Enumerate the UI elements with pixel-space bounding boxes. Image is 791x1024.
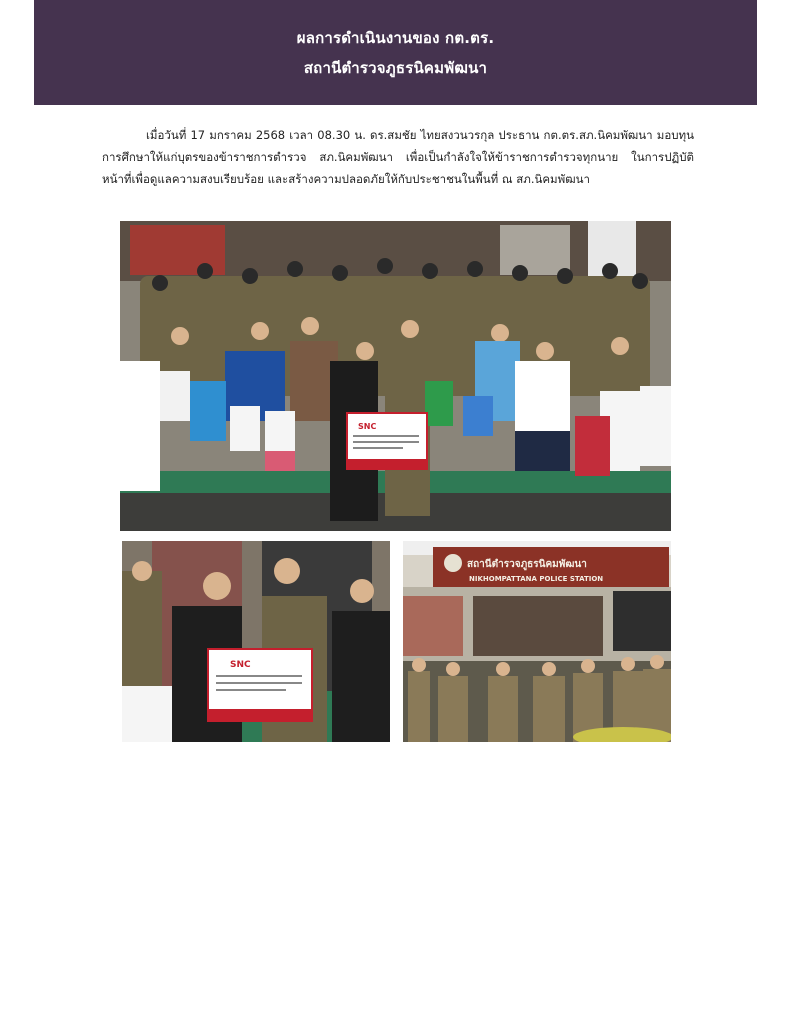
group-photo <box>120 221 671 531</box>
header-title-line-2: สถานีตำรวจภูธรนิคมพัฒนา <box>303 58 488 77</box>
header-banner <box>34 0 757 105</box>
police-station-photo <box>403 541 671 742</box>
handover-photo-board-logo: SNC <box>230 660 251 670</box>
group-photo-illustration <box>120 221 671 531</box>
station-sign-english: NIKHOMPATTANA POLICE STATION <box>469 575 604 583</box>
police-station-photo-illustration <box>403 541 671 742</box>
handover-photo <box>122 541 390 742</box>
body-text <box>102 124 694 190</box>
station-sign-thai: สถานีตำรวจภูธรนิคมพัฒนา <box>467 559 587 570</box>
header-title-line-1: ผลการดำเนินงานของ กต.ตร. <box>296 28 495 47</box>
handover-photo-illustration <box>122 541 390 742</box>
group-photo-board-logo: SNC <box>358 422 377 431</box>
body-paragraph: เมื่อวันที่ 17 มกราคม 2568 เวลา 08.30 น. ดร.สมชัย ไทยสงวนวรกุล ประธาน กต.ตร.สภ.นิคมพัฒนา มอบทุนการศึกษาให้แก่บุตรของข้าราชการตำรวจ สภ.นิคมพัฒนา เพื่อเป็นกำลังใจให้ข้าราชการตำรวจทุกนาย ในการปฏิบัติหน้าที่เพื่อดูแลความสงบเรียบร้อย และสร้างความปลอดภัยให้กับประชาชนในพื้นที่ ณ สภ.นิคมพัฒนา <box>102 128 694 186</box>
